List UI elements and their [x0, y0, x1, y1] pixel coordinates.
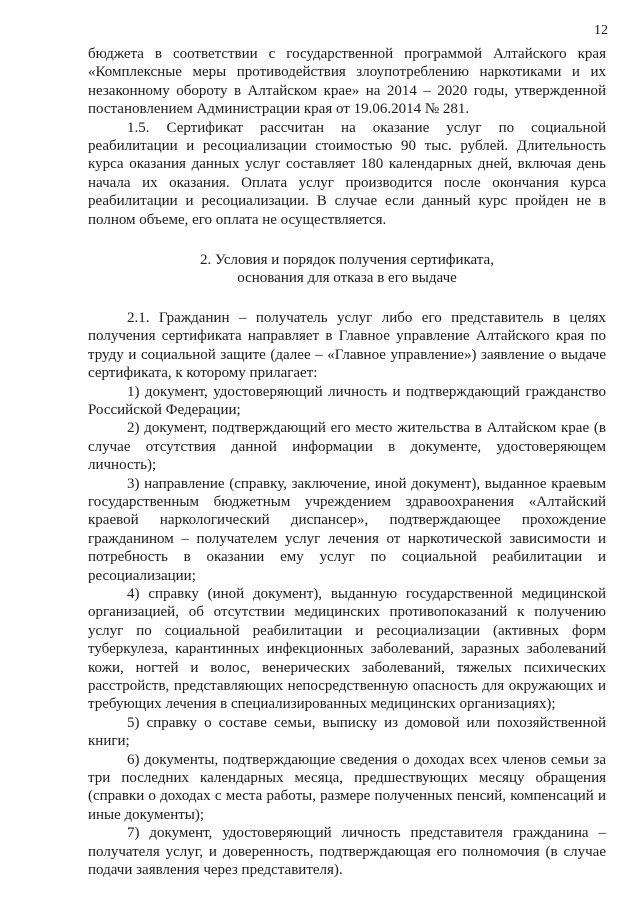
list-item-7: 7) документ, удостоверяющий личность представителя гражданина – получателя услуг, и доверенность, подтверждающая его полномочия (в случае подачи заявления через представителя). [88, 825, 606, 879]
list-item-1: 1) документ, удостоверяющий личность и подтверждающий гражданство Российской Федерации; [88, 383, 606, 418]
section-heading-line-1: 2. Условия и порядок получения сертификата, [200, 252, 494, 269]
paragraph-2-1: 2.1. Гражданин – получатель услуг либо его представитель в целях получения сертификата направляет в Главное управление Алтайского края по труду и социальной защите (далее – «Главное управление») заявление о выдаче сертификата, к которому прилагает: [88, 309, 606, 382]
paragraph-1-5: 1.5. Сертификат рассчитан на оказание услуг по социальной реабилитации и ресоциализации стоимостью 90 тыс. рублей. Длительность курса оказания данных услуг составляет 180 календарных дней, включая день начала их оказания. Оплата услуг производится после окончания курса реабилитации и ресоциализации. В случае если данный курс пройден не в полном объеме, его оплата не осуществляется. [88, 119, 606, 228]
paragraph-continuation: бюджета в соответствии с государственной программой Алтайского края «Комплексные меры противодействия злоупотреблению наркотиками и их незаконному обороту в Алтайском крае» на 2014 – 2020 годы, утвержденной постановлением Администрации края от 19.06.2014 № 281. [88, 46, 606, 118]
document-body [88, 45, 606, 879]
list-item-2: 2) документ, подтверждающий его место жительства в Алтайском крае (в случае отсутствия данной информации в документе, удостоверяющем личность); [88, 420, 606, 474]
section-heading [88, 251, 606, 288]
section-heading-line-2: основания для отказа в его выдаче [237, 270, 457, 287]
list-item-5: 5) справку о составе семьи, выписку из домовой или похозяйственной книги; [88, 714, 606, 750]
list-item-3: 3) направление (справку, заключение, иной документ), выданное краевым государственным бюджетным учреждением здравоохранения «Алтайский краевой наркологический диспансер», подтверждающее прохождение гражданином – получателем услуг лечения от наркотической зависимости и потребность в оказании ему услуг по социальной реабилитации и ресоциализации; [88, 475, 606, 584]
list-item-6: 6) документы, подтверждающие сведения о доходах всех членов семьи за три последних календарных месяца, предшествующих месяцу обращения (справки о доходах с места работы, размере полученных пенсий, компенсаций и иные документы); [88, 751, 606, 823]
page-number: 12 [594, 23, 608, 38]
list-item-4: 4) справку (иной документ), выданную государственной медицинской организацией, об отсутствии медицинских противопоказаний к получению услуг по социальной реабилитации и ресоциализации (активных форм туберкулеза, карантинных инфекционных заболеваний, заразных заболеваний кожи, ногтей и волос, венерических заболеваний, тяжелых психических расстройств, представляющих непосредственную опасность для окружающих и требующих лечения в специализированных медицинских организациях); [88, 585, 606, 713]
